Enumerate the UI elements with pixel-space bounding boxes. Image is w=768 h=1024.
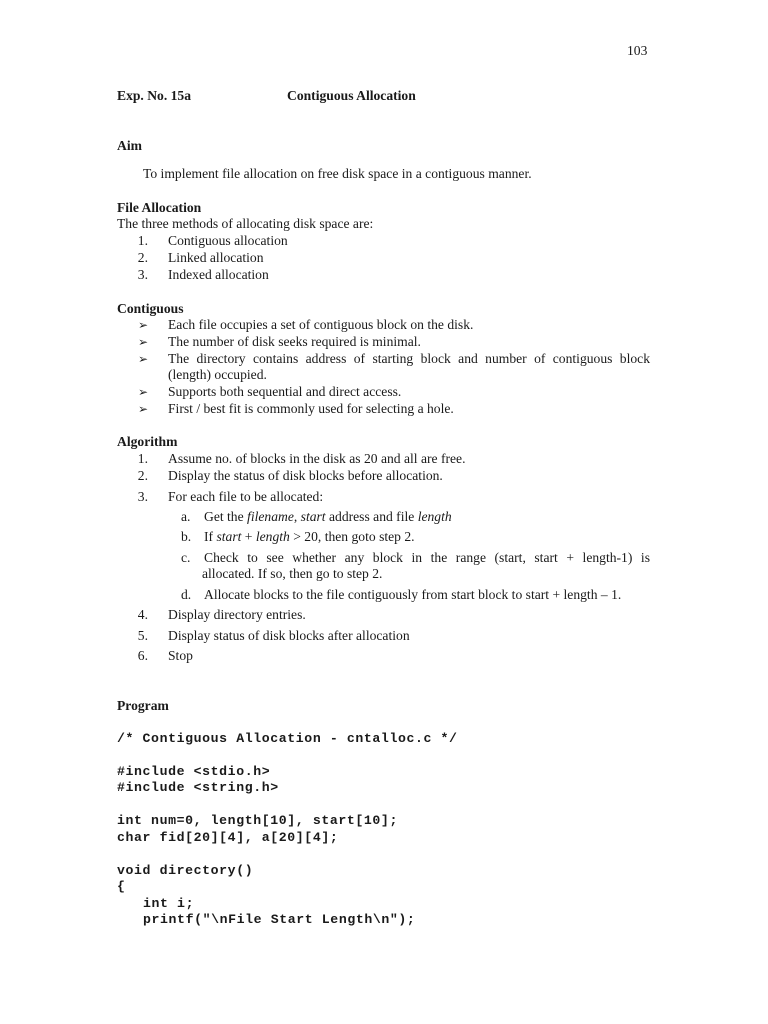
substep-letter: d. (181, 587, 192, 602)
arrow-bullet-icon: ➢ (138, 335, 149, 349)
algorithm-substep-continuation: allocated. If so, then go to step 2. (202, 566, 383, 581)
aim-text: To implement file allocation on free disk space in a contiguous manner. (143, 166, 532, 181)
step-number: 5. (137, 628, 148, 643)
page-number: 103 (627, 43, 648, 58)
bullet-item: The number of disk seeks required is minimal. (168, 334, 421, 349)
arrow-bullet-icon: ➢ (138, 318, 149, 332)
substep-letter: a. (181, 509, 191, 524)
step-number: 6. (137, 648, 148, 663)
file-allocation-heading: File Allocation (117, 200, 202, 215)
bullet-item: Supports both sequential and direct access. (168, 384, 402, 399)
program-heading: Program (117, 698, 169, 713)
code-line: printf("\nFile Start Length\n"); (143, 912, 416, 927)
list-item-number: 3. (137, 267, 148, 282)
code-line: { (117, 879, 126, 894)
algorithm-step: Assume no. of blocks in the disk as 20 and all are free. (168, 451, 466, 466)
bullet-item: Each file occupies a set of contiguous block on the disk. (168, 317, 474, 332)
algorithm-step: For each file to be allocated: (168, 489, 324, 504)
list-item: Contiguous allocation (168, 233, 288, 248)
arrow-bullet-icon: ➢ (138, 385, 149, 399)
step-number: 4. (137, 607, 148, 622)
algorithm-step: Display directory entries. (168, 607, 306, 622)
bullet-item: The directory contains address of starting block and number of contiguous block (168, 351, 650, 366)
list-item: Linked allocation (168, 250, 264, 265)
algorithm-substep: Get the filename, start address and file length (204, 509, 452, 524)
list-item: Indexed allocation (168, 267, 269, 282)
algorithm-step: Stop (168, 648, 193, 663)
arrow-bullet-icon: ➢ (138, 352, 149, 366)
algorithm-substep: Check to see whether any block in the range (start, start + length-1) is (204, 550, 650, 565)
step-number: 1. (137, 451, 148, 466)
substep-letter: b. (181, 529, 192, 544)
experiment-number: Exp. No. 15a (117, 88, 192, 103)
substep-letter: c. (181, 550, 191, 565)
bullet-item: First / best fit is commonly used for selecting a hole. (168, 401, 454, 416)
contiguous-heading: Contiguous (117, 301, 184, 316)
algorithm-step: Display the status of disk blocks before allocation. (168, 468, 443, 483)
code-line: char fid[20][4], a[20][4]; (117, 830, 339, 845)
code-line: void directory() (117, 863, 254, 878)
code-line: int i; (143, 896, 195, 911)
algorithm-heading: Algorithm (117, 434, 178, 449)
step-number: 3. (137, 489, 148, 504)
algorithm-substep: Allocate blocks to the file contiguously from start block to start + length – 1. (204, 587, 622, 602)
algorithm-substep: If start + length > 20, then goto step 2. (204, 529, 415, 544)
algorithm-step: Display status of disk blocks after allocation (168, 628, 410, 643)
list-item-number: 2. (137, 250, 148, 265)
file-allocation-intro: The three methods of allocating disk space are: (117, 216, 374, 231)
bullet-item-continuation: (length) occupied. (168, 367, 267, 382)
code-line: /* Contiguous Allocation - cntalloc.c */ (117, 731, 458, 746)
arrow-bullet-icon: ➢ (138, 402, 149, 416)
list-item-number: 1. (137, 233, 148, 248)
step-number: 2. (137, 468, 148, 483)
code-line: #include <string.h> (117, 780, 279, 795)
code-line: #include <stdio.h> (117, 764, 271, 779)
code-line: int num=0, length[10], start[10]; (117, 813, 398, 828)
aim-heading: Aim (117, 138, 142, 153)
page-title: Contiguous Allocation (287, 88, 416, 103)
